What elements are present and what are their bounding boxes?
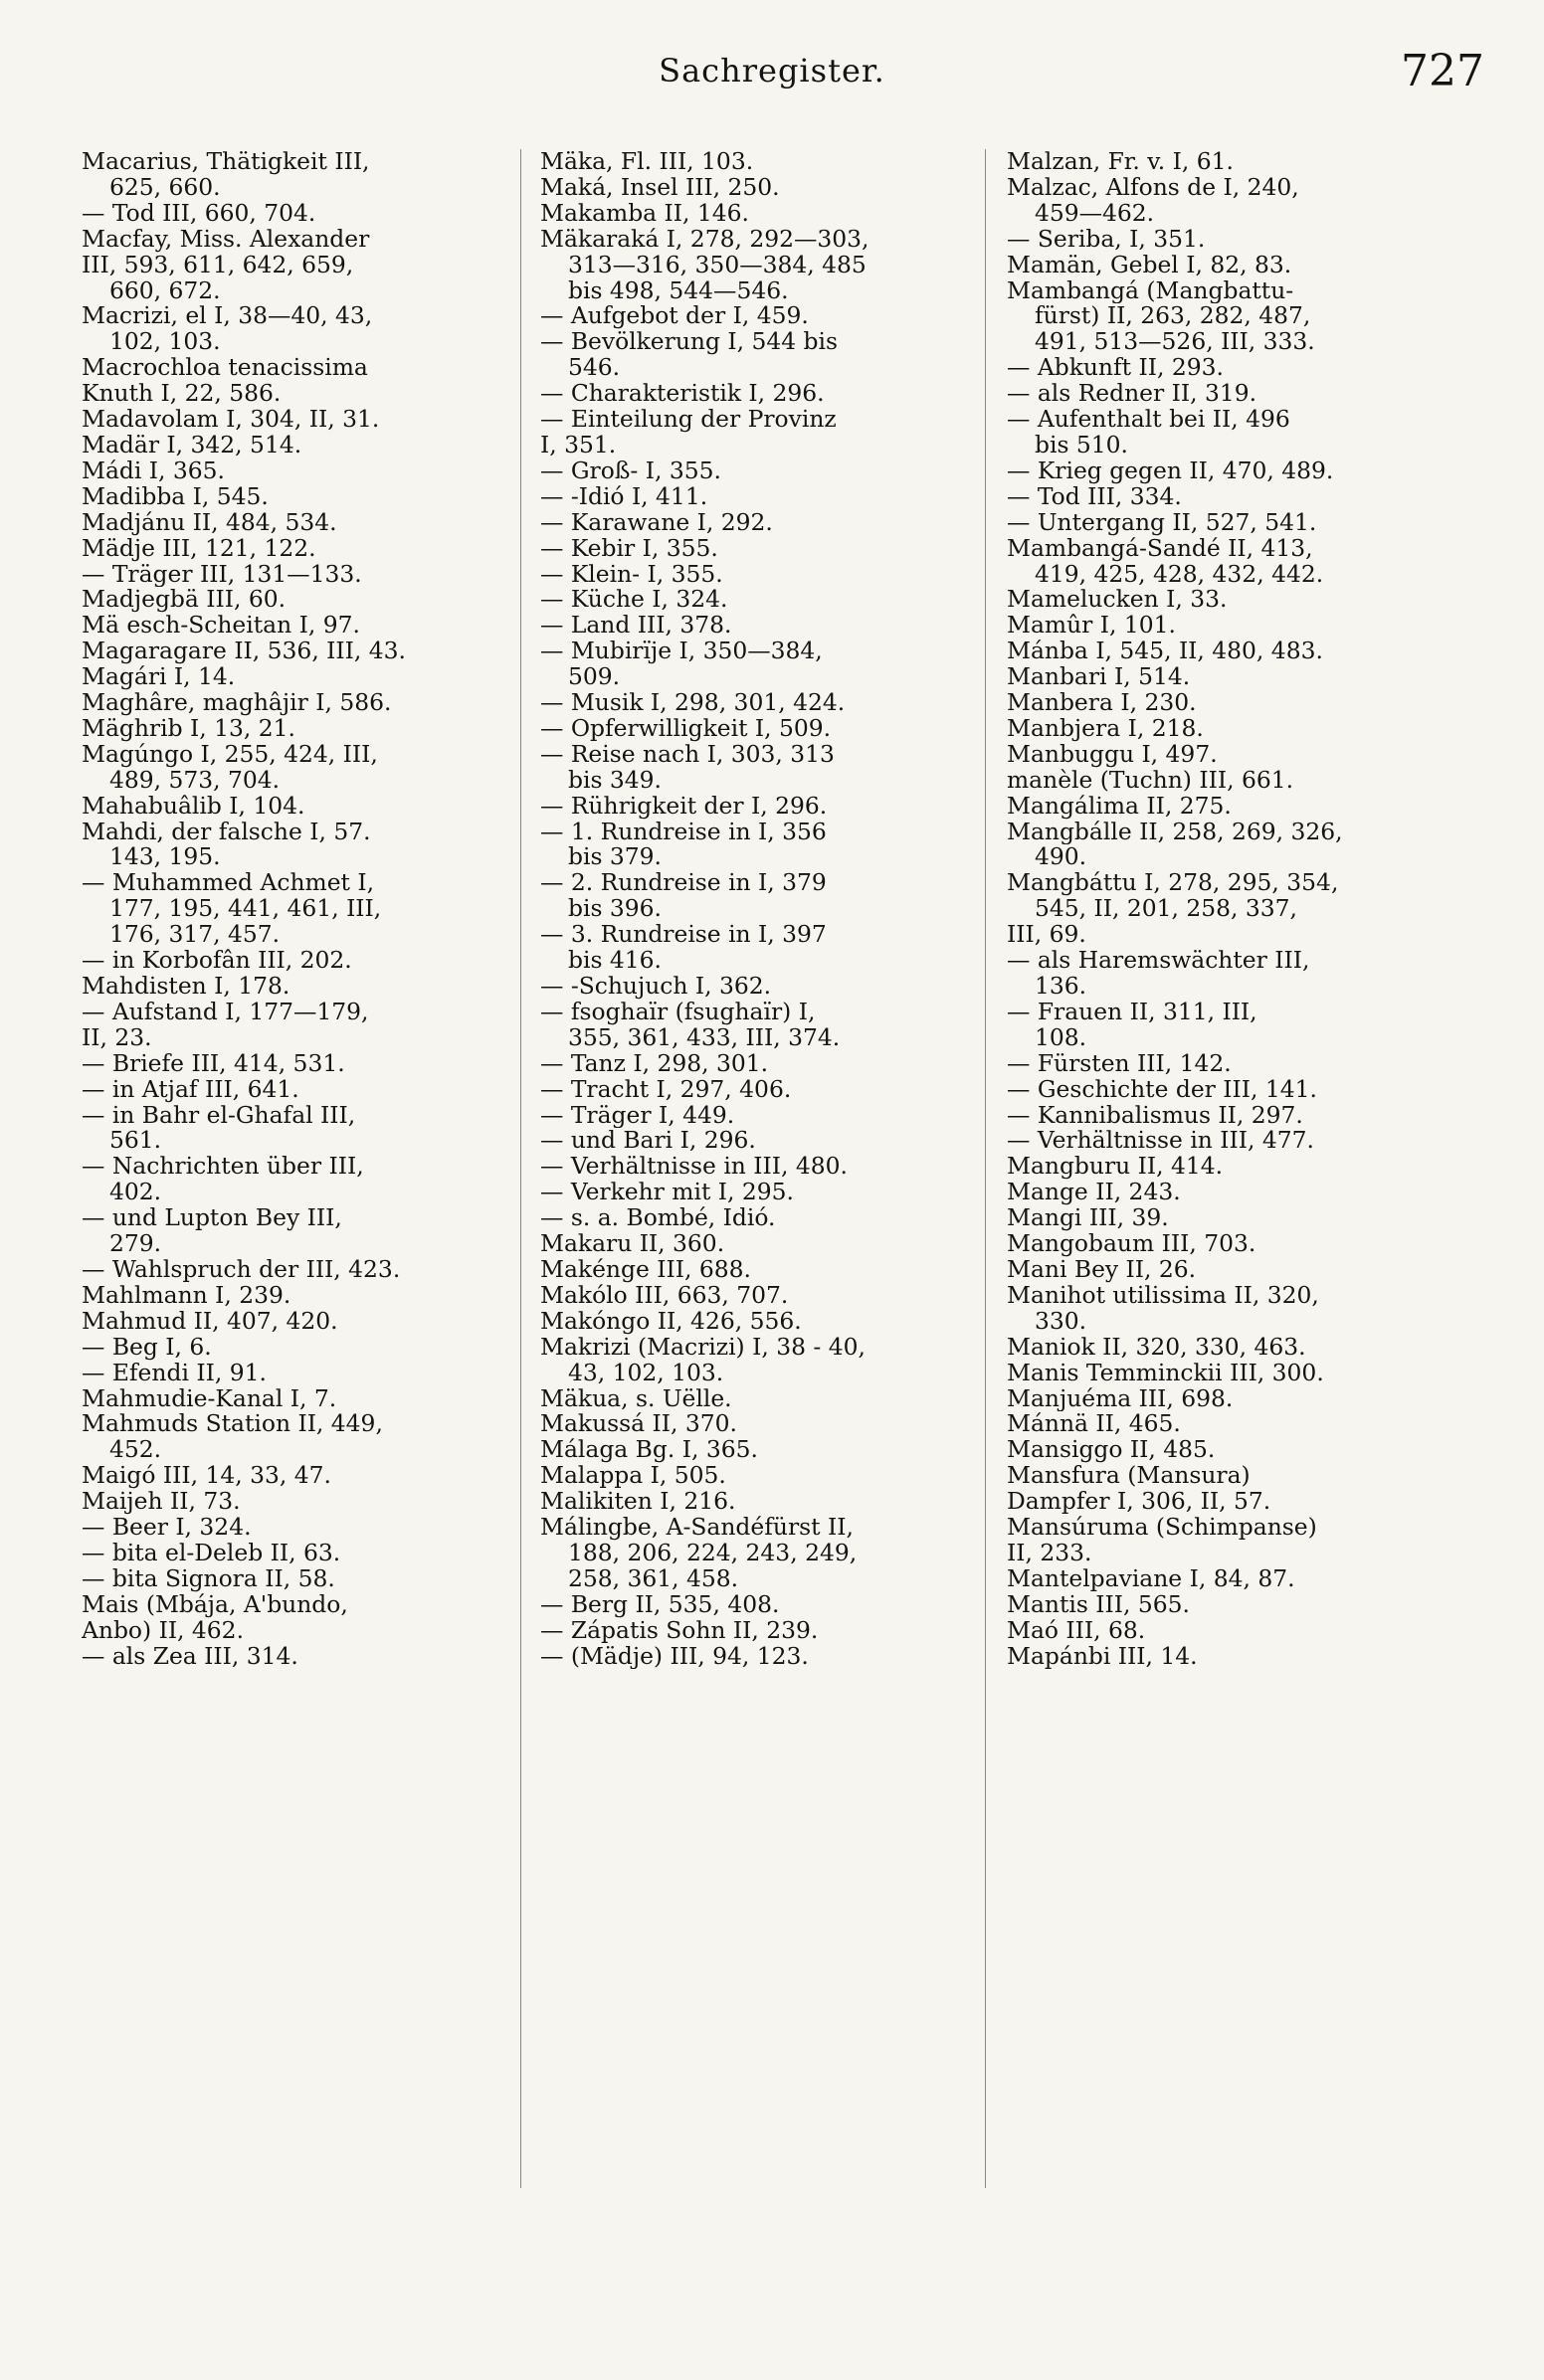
index-line: — Klein- I, 355. [540,561,723,588]
index-line: — s. a. Bombé, Idió. [540,1205,776,1232]
index-line: Mansiggo II, 485. [1007,1437,1216,1464]
index-line: — Tod III, 660, 704. [82,200,316,227]
index-line: — Zápatis Sohn II, 239. [540,1617,819,1644]
index-line: Mambangá-Sandé II, 413, [1007,535,1313,562]
index-line: Manjuéma III, 698. [1007,1385,1234,1412]
index-line: Mahmuds Station II, 449, [82,1411,383,1438]
index-line: 102, 103. [109,329,221,356]
index-line: Mais (Mbája, A'bundo, [82,1591,348,1618]
index-column-3 [1007,149,1454,1669]
index-line: Mantelpaviane I, 84, 87. [1007,1565,1295,1592]
index-line: Maó III, 68. [1007,1617,1146,1644]
index-line: 313—316, 350—384, 485 [568,252,867,278]
index-line: — Groß- I, 355. [540,458,721,484]
index-line: 279. [109,1231,162,1257]
index-line: Macfay, Miss. Alexander [82,226,370,253]
index-line: 561. [109,1128,162,1155]
index-line: — Mubirïje I, 350—384, [540,639,823,665]
index-line: Mansfura (Mansura) [1007,1463,1251,1490]
index-line: — Reise nach I, 303, 313 [540,741,835,768]
index-line: — Karawane I, 292. [540,509,773,536]
index-line: Mangbálle II, 258, 269, 326, [1007,819,1343,845]
index-line: Makussá II, 370. [540,1411,737,1438]
index-line: — Küche I, 324. [540,587,728,614]
index-line: Mahdisten I, 178. [82,974,290,1000]
index-line: — Aufstand I, 177—179, [82,999,369,1025]
index-line: Manihot utilissima II, 320, [1007,1282,1319,1309]
index-line: Maká, Insel III, 250. [540,174,780,201]
index-line: — Rührigkeit der I, 296. [540,793,828,820]
index-line: — und Lupton Bey III, [82,1205,342,1232]
index-line: bis 416. [568,948,662,974]
index-line: II, 233. [1007,1540,1092,1566]
index-line: Malzan, Fr. v. I, 61. [1007,149,1234,175]
index-line: — Einteilung der Provinz [540,407,837,433]
index-line: Madavolam I, 304, II, 31. [82,407,380,433]
index-line: 545, II, 201, 258, 337, [1035,896,1297,923]
index-line: — Land III, 378. [540,613,732,640]
index-line: — Kannibalismus II, 297. [1007,1102,1303,1129]
index-column-2 [540,149,981,1669]
index-line: Mantis III, 565. [1007,1591,1190,1618]
index-line: Maijeh II, 73. [82,1489,241,1516]
index-line: 43, 102, 103. [568,1360,724,1386]
index-line: Mäghrib I, 13, 21. [82,715,295,742]
index-line: Mangbáttu I, 278, 295, 354, [1007,870,1339,897]
index-line: — in Korbofân III, 202. [82,948,352,974]
index-line: Mádi I, 365. [82,458,225,484]
index-line: 660, 672. [109,277,221,304]
index-line: Mäkua, s. Uëlle. [540,1385,732,1412]
index-line: — Opferwilligkeit I, 509. [540,715,832,742]
index-line: Macrochloa tenacissima [82,355,368,382]
index-line: — in Atjaf III, 641. [82,1076,299,1103]
index-line: 402. [109,1180,162,1206]
index-line: Mamûr I, 101. [1007,613,1176,640]
column-divider [985,149,986,2188]
index-line: Makrizi (Macrizi) I, 38 - 40, [540,1334,866,1361]
index-line: — Tracht I, 297, 406. [540,1076,792,1103]
index-line: 108. [1035,1024,1087,1051]
index-line: 330. [1035,1308,1087,1335]
index-line: Mahdi, der falsche I, 57. [82,819,371,845]
index-line: — -Schujuch I, 362. [540,974,772,1000]
index-line: bis 396. [568,896,662,923]
index-line: 419, 425, 428, 432, 442. [1035,561,1324,588]
index-line: 489, 573, 704. [109,767,281,794]
column-divider [520,149,521,2188]
index-line: — Aufgebot der I, 459. [540,303,809,330]
index-line: 136. [1035,974,1087,1000]
index-line: — Geschichte der III, 141. [1007,1076,1317,1103]
index-line: Mangburu II, 414. [1007,1154,1224,1181]
index-line: Dampfer I, 306, II, 57. [1007,1489,1271,1516]
index-line: Malikiten I, 216. [540,1489,736,1516]
index-line: — fsoghaïr (fsughaïr) I, [540,999,816,1025]
index-line: Mäkaraká I, 278, 292—303, [540,226,869,253]
index-line: — Muhammed Achmet I, [82,870,375,897]
index-line: — in Bahr el-Ghafal III, [82,1102,356,1129]
index-line: — Tod III, 334. [1007,483,1182,510]
index-line: 258, 361, 458. [568,1565,739,1592]
index-line: — als Zea III, 314. [82,1643,298,1670]
index-line: — Beg I, 6. [82,1334,212,1361]
index-line: 490. [1035,844,1087,871]
index-line: Málingbe, A-Sandéfürst II, [540,1515,854,1541]
index-line: Mánnä II, 465. [1007,1411,1181,1438]
index-line: III, 593, 611, 642, 659, [82,252,354,278]
index-line: Mamän, Gebel I, 82, 83. [1007,252,1292,278]
index-line: — Krieg gegen II, 470, 489. [1007,458,1334,484]
index-line: — Efendi II, 91. [82,1360,267,1386]
index-line: Málaga Bg. I, 365. [540,1437,758,1464]
index-line: Mahmudie-Kanal I, 7. [82,1385,337,1412]
index-line: Mansúruma (Schimpanse) [1007,1515,1317,1541]
index-line: Makólo III, 663, 707. [540,1282,789,1309]
index-line: — Kebir I, 355. [540,535,718,562]
index-line: bis 379. [568,844,662,871]
index-line: Malappa I, 505. [540,1463,726,1490]
index-line: Manbari I, 514. [1007,664,1191,691]
index-line: — als Haremswächter III, [1007,948,1310,974]
index-line: — Träger III, 131—133. [82,561,362,588]
index-line: — Träger I, 449. [540,1102,735,1129]
index-line: — Charakteristik I, 296. [540,381,825,408]
index-line: Makamba II, 146. [540,200,749,227]
index-line: 509. [568,664,621,691]
index-line: — Seriba, I, 351. [1007,226,1206,253]
page-number: 727 [1401,46,1484,96]
index-line: manèle (Tuchn) III, 661. [1007,767,1294,794]
index-line: — als Redner II, 319. [1007,381,1257,408]
index-line: Macarius, Thätigkeit III, [82,149,370,175]
index-line: Mädje III, 121, 122. [82,535,316,562]
index-line: — Musik I, 298, 301, 424. [540,690,846,716]
index-line: Makaru II, 360. [540,1231,725,1257]
index-line: — Fürsten III, 142. [1007,1050,1232,1077]
index-line: — Untergang II, 527, 541. [1007,509,1317,536]
index-line: — 3. Rundreise in I, 397 [540,922,827,949]
index-line: Makénge III, 688. [540,1256,751,1283]
index-line: Manbuggu I, 497. [1007,741,1218,768]
index-line: Knuth I, 22, 586. [82,381,282,408]
index-line: Manis Temminckii III, 300. [1007,1360,1324,1386]
index-line: Malzac, Alfons de I, 240, [1007,174,1299,201]
index-line: Maigó III, 14, 33, 47. [82,1463,331,1490]
index-line: Madär I, 342, 514. [82,432,302,458]
index-line: Mange II, 243. [1007,1180,1181,1206]
index-line: 176, 317, 457. [109,922,281,949]
index-line: — -Idió I, 411. [540,483,708,510]
index-line: — Beer I, 324. [82,1515,252,1541]
index-line: Makóngo II, 426, 556. [540,1308,802,1335]
index-line: — bita Signora II, 58. [82,1565,335,1592]
running-title: Sachregister. [659,52,885,90]
index-line: Mahabuâlib I, 104. [82,793,305,820]
index-line: Mä esch-Scheitan I, 97. [82,613,360,640]
index-line: 355, 361, 433, III, 374. [568,1024,841,1051]
index-line: Mahlmann I, 239. [82,1282,291,1309]
index-line: — Wahlspruch der III, 423. [82,1256,401,1283]
index-line: III, 69. [1007,922,1086,949]
index-line: Anbo) II, 462. [82,1617,245,1644]
index-line: Madjegbä III, 60. [82,587,287,614]
index-line: II, 23. [82,1024,152,1051]
index-line: Madibba I, 545. [82,483,269,510]
index-line: bis 510. [1035,432,1128,458]
index-line: Mangálima II, 275. [1007,793,1232,820]
index-line: — 2. Rundreise in I, 379 [540,870,827,897]
index-line: Macrizi, el I, 38—40, 43, [82,303,373,330]
index-line: Magári I, 14. [82,664,236,691]
index-line: Mambangá (Mangbattu- [1007,277,1294,304]
index-line: Mangobaum III, 703. [1007,1231,1256,1257]
index-line: — Aufenthalt bei II, 496 [1007,407,1290,433]
index-line: 459—462. [1035,200,1155,227]
index-line: — und Bari I, 296. [540,1128,756,1155]
index-line: Mangi III, 39. [1007,1205,1169,1232]
index-line: Manbera I, 230. [1007,690,1197,716]
index-line: Madjánu II, 484, 534. [82,509,337,536]
index-line: — Nachrichten über III, [82,1154,364,1181]
index-line: Mamelucken I, 33. [1007,587,1228,614]
index-line: bis 498, 544—546. [568,277,789,304]
index-line: — Berg II, 535, 408. [540,1591,780,1618]
index-line: 188, 206, 224, 243, 249, [568,1540,858,1566]
index-line: — Verkehr mit I, 295. [540,1180,794,1206]
index-column-1 [82,149,509,1669]
index-line: Magaragare II, 536, III, 43. [82,639,406,665]
index-line: fürst) II, 263, 282, 487, [1035,303,1311,330]
index-line: — Briefe III, 414, 531. [82,1050,345,1077]
index-line: — Verhältnisse in III, 477. [1007,1128,1314,1155]
page-header [0,46,1544,111]
index-line: — Bevölkerung I, 544 bis [540,329,839,356]
index-line: 546. [568,355,621,382]
index-line: Maniok II, 320, 330, 463. [1007,1334,1306,1361]
index-line: Manbjera I, 218. [1007,715,1204,742]
index-line: — Verhältnisse in III, 480. [540,1154,848,1181]
index-line: 491, 513—526, III, 333. [1035,329,1315,356]
index-line: — Frauen II, 311, III, [1007,999,1257,1025]
index-line: Maghâre, maghâjir I, 586. [82,690,392,716]
index-line: Magúngo I, 255, 424, III, [82,741,378,768]
index-line: Mapánbi III, 14. [1007,1643,1198,1670]
index-line: 177, 195, 441, 461, III, [109,896,382,923]
index-line: 452. [109,1437,162,1464]
index-line: I, 351. [540,432,617,458]
index-line: 143, 195. [109,844,221,871]
index-line: Mäka, Fl. III, 103. [540,149,754,175]
index-line: — bita el-Deleb II, 63. [82,1540,341,1566]
index-line: — Abkunft II, 293. [1007,355,1224,382]
index-line: Mani Bey II, 26. [1007,1256,1197,1283]
index-line: — Tanz I, 298, 301. [540,1050,769,1077]
index-line: bis 349. [568,767,662,794]
index-line: Mahmud II, 407, 420. [82,1308,338,1335]
index-line: 625, 660. [109,174,221,201]
index-line: — 1. Rundreise in I, 356 [540,819,827,845]
index-line: — (Mädje) III, 94, 123. [540,1643,809,1670]
index-line: Mánba I, 545, II, 480, 483. [1007,639,1323,665]
